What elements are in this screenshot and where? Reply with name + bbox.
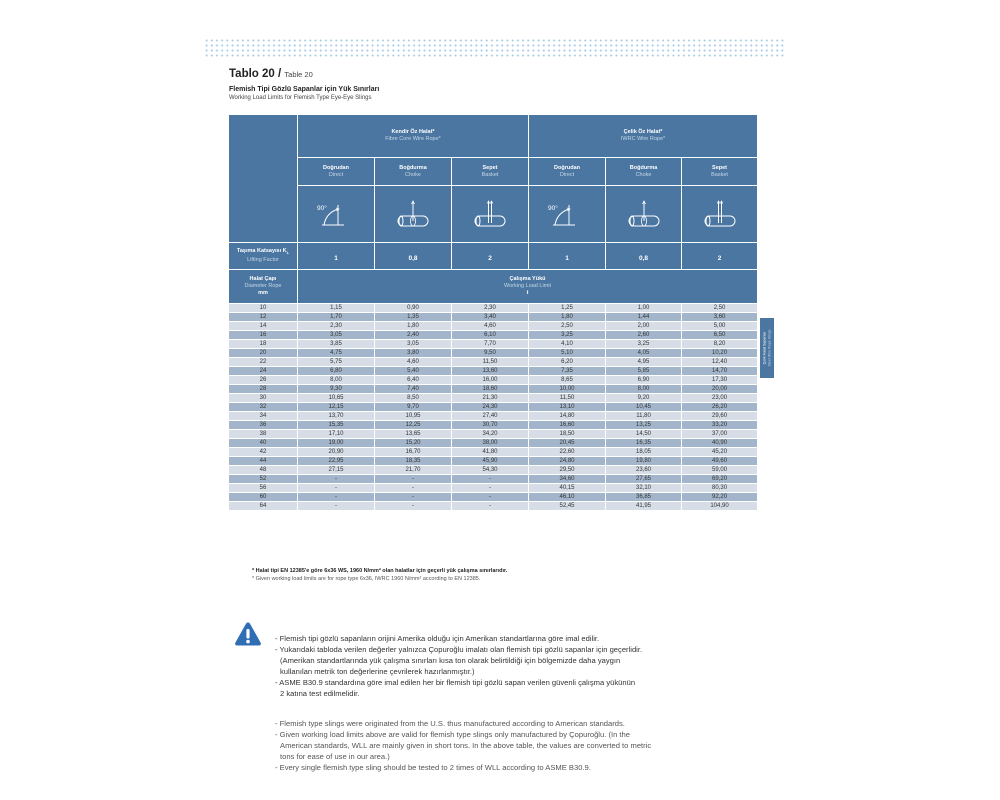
wll-value-cell: 2,50 <box>529 322 606 331</box>
wll-value-cell: 7,70 <box>452 340 529 349</box>
wll-value-cell: 7,40 <box>375 385 452 394</box>
wll-value-cell: 18,05 <box>606 448 682 457</box>
wll-value-cell: - <box>298 493 375 502</box>
lifting-factor-label-cell <box>229 243 298 270</box>
wll-value-cell: 2,50 <box>682 304 758 313</box>
table-row <box>229 313 758 322</box>
table-row <box>229 475 758 484</box>
wll-value-cell: 46,10 <box>529 493 606 502</box>
wll-value-cell: 5,10 <box>529 349 606 358</box>
wll-value-cell: 37,00 <box>682 430 758 439</box>
note-line-en: - Flemish type slings were originated from the U.S. thus manufactured according to American standards. <box>275 719 625 728</box>
wll-value-cell: 8,20 <box>682 340 758 349</box>
wll-value-cell: 4,10 <box>529 340 606 349</box>
wll-value-cell: 33,20 <box>682 421 758 430</box>
method-icon-cell <box>606 186 682 243</box>
method-header-cell <box>298 158 375 186</box>
wll-value-cell: 27,15 <box>298 466 375 475</box>
wll-label-en: Working Load Limit <box>504 283 552 289</box>
wll-value-cell: 2,60 <box>606 331 682 340</box>
wll-value-cell: 6,80 <box>298 367 375 376</box>
wll-value-cell: 69,20 <box>682 475 758 484</box>
diameter-cell: 26 <box>229 376 298 385</box>
table-row <box>229 403 758 412</box>
diameter-header-cell <box>229 270 298 304</box>
wll-value-cell: 34,20 <box>452 430 529 439</box>
method-icon-cell <box>375 186 452 243</box>
wll-value-cell: 9,20 <box>606 394 682 403</box>
wll-value-cell: 41,95 <box>606 502 682 511</box>
diameter-cell: 52 <box>229 475 298 484</box>
diameter-cell: 48 <box>229 466 298 475</box>
wll-value-cell: 14,80 <box>529 412 606 421</box>
group-header-fibre-core <box>298 115 529 158</box>
method-header-cell <box>375 158 452 186</box>
wll-value-cell: 22,60 <box>529 448 606 457</box>
wll-value-cell: 14,50 <box>606 430 682 439</box>
wll-value-cell: 12,40 <box>682 358 758 367</box>
wll-value-cell: 10,65 <box>298 394 375 403</box>
wll-value-cell: 3,85 <box>298 340 375 349</box>
wll-value-cell: 3,05 <box>298 331 375 340</box>
diameter-cell: 28 <box>229 385 298 394</box>
wll-value-cell: 1,35 <box>375 313 452 322</box>
wll-value-cell: 5,40 <box>375 367 452 376</box>
wll-value-cell: 6,50 <box>682 331 758 340</box>
wll-value-cell: - <box>375 502 452 511</box>
note-line-tr: - Yukarıdaki tabloda verilen değerler yalnızca Çopuroğlu imalatı olan flemish tipi gözlü sapanlar için geçerlidir. <box>275 645 643 654</box>
footnotes <box>252 567 507 583</box>
table-row <box>229 430 758 439</box>
wll-value-cell: 10,95 <box>375 412 452 421</box>
wll-value-cell: 17,10 <box>298 430 375 439</box>
section-side-tab[interactable] <box>760 318 774 378</box>
method-label-en: Basket <box>481 171 499 178</box>
svg-text:90°: 90° <box>548 205 558 212</box>
method-icon-cell <box>529 186 606 243</box>
wll-value-cell: 13,70 <box>298 412 375 421</box>
wll-value-cell: 13,65 <box>375 430 452 439</box>
wll-value-cell: 19,00 <box>298 439 375 448</box>
diameter-cell: 44 <box>229 457 298 466</box>
wll-value-cell: 27,40 <box>452 412 529 421</box>
diameter-cell: 34 <box>229 412 298 421</box>
diameter-unit: mm <box>258 290 268 296</box>
method-icon-cell <box>298 186 375 243</box>
wll-value-cell: 20,45 <box>529 439 606 448</box>
wll-value-cell: 92,20 <box>682 493 758 502</box>
wll-value-cell: 0,90 <box>375 304 452 313</box>
wll-unit: t <box>526 290 529 296</box>
warning-icon <box>234 621 262 651</box>
method-label-en: Basket <box>711 171 728 178</box>
wll-value-cell: 10,20 <box>682 349 758 358</box>
table-row <box>229 349 758 358</box>
wll-value-cell: 4,95 <box>606 358 682 367</box>
note-line-tr: - ASME B30.9 standardına göre imal edilen her bir flemish tipi gözlü sapan verilen güvenli çalışma yükünün <box>275 678 636 687</box>
table-row <box>229 484 758 493</box>
wll-value-cell: 2,30 <box>452 304 529 313</box>
subtitle-en: Working Load Limits for Flemish Type Eye-Eye Slings <box>229 95 372 101</box>
footnote-en: * Given working load limits are for rope type 6x36, IWRC 1960 N/mm² according to EN 12385. <box>252 576 481 582</box>
wll-value-cell: 5,85 <box>606 367 682 376</box>
method-label-tr: Doğrudan <box>323 164 349 171</box>
wll-value-cell: - <box>298 484 375 493</box>
svg-text:90°: 90° <box>317 205 327 212</box>
wll-value-cell: 29,60 <box>682 412 758 421</box>
note-line-en: - Given working load limits above are valid for flemish type slings only manufactured by Çopuroğlu. (In the <box>275 730 630 739</box>
wll-value-cell: 12,25 <box>375 421 452 430</box>
lifting-factor-value: 2 <box>452 243 529 270</box>
table-row <box>229 322 758 331</box>
table-row <box>229 340 758 349</box>
wll-value-cell: 7,35 <box>529 367 606 376</box>
wll-value-cell: 104,90 <box>682 502 758 511</box>
wll-value-cell: 1,00 <box>606 304 682 313</box>
wll-value-cell: 9,50 <box>452 349 529 358</box>
lifting-factor-value: 1 <box>298 243 375 270</box>
wll-value-cell: 27,65 <box>606 475 682 484</box>
basket-hitch-icon <box>452 199 528 229</box>
wll-value-cell: 41,80 <box>452 448 529 457</box>
wll-value-cell: 1,70 <box>298 313 375 322</box>
wll-value-cell: 2,30 <box>298 322 375 331</box>
wll-label-tr: Çalışma Yükü <box>509 276 546 282</box>
wll-value-cell: 6,10 <box>452 331 529 340</box>
wll-value-cell: 8,50 <box>375 394 452 403</box>
wll-value-cell: 16,35 <box>606 439 682 448</box>
wll-value-cell: 30,70 <box>452 421 529 430</box>
wll-value-cell: - <box>375 493 452 502</box>
wll-value-cell: 11,50 <box>452 358 529 367</box>
table-row <box>229 493 758 502</box>
dot-pattern-band <box>204 38 784 58</box>
wll-value-cell: 32,10 <box>606 484 682 493</box>
wll-value-cell: 2,00 <box>606 322 682 331</box>
choke-hitch-icon <box>375 199 451 229</box>
wll-value-cell: 26,20 <box>682 403 758 412</box>
wll-value-cell: 6,20 <box>529 358 606 367</box>
notes-english <box>275 718 775 773</box>
wll-value-cell: 1,80 <box>529 313 606 322</box>
wll-header-cell <box>298 270 758 304</box>
diameter-label-tr: Halat Çapı <box>249 276 277 282</box>
method-label-tr: Sepet <box>482 164 498 171</box>
wll-value-cell: 15,35 <box>298 421 375 430</box>
diameter-cell: 22 <box>229 358 298 367</box>
table-row <box>229 421 758 430</box>
method-label-en: Direct <box>328 171 344 178</box>
lifting-factor-value: 0,8 <box>606 243 682 270</box>
table-row <box>229 304 758 313</box>
diameter-cell: 24 <box>229 367 298 376</box>
diameter-cell: 64 <box>229 502 298 511</box>
direct-lift-icon <box>298 199 374 229</box>
wll-value-cell: 5,75 <box>298 358 375 367</box>
diameter-cell: 16 <box>229 331 298 340</box>
wll-value-cell: 9,30 <box>298 385 375 394</box>
wll-value-cell: - <box>298 502 375 511</box>
table-row <box>229 457 758 466</box>
diameter-cell: 38 <box>229 430 298 439</box>
diameter-cell: 14 <box>229 322 298 331</box>
diameter-cell: 56 <box>229 484 298 493</box>
working-load-limit-table <box>228 114 758 511</box>
wll-value-cell: 59,00 <box>682 466 758 475</box>
wll-value-cell: 38,00 <box>452 439 529 448</box>
diameter-cell: 30 <box>229 394 298 403</box>
method-label-tr: Doğrudan <box>554 164 580 171</box>
note-line-tr: (Amerikan standartlarında yük çalışma sınırları kısa ton olarak belirtildiği için bölgemizde daha yaygın <box>280 656 621 665</box>
method-label-en: Choke <box>405 171 421 178</box>
wll-value-cell: 6,40 <box>375 376 452 385</box>
wll-value-cell: 10,45 <box>606 403 682 412</box>
wll-value-cell: 3,80 <box>375 349 452 358</box>
wll-value-cell: 16,60 <box>529 421 606 430</box>
wll-value-cell: 11,80 <box>606 412 682 421</box>
group-label-en: Fibre Core Wire Rope* <box>385 136 441 142</box>
wll-value-cell: 14,70 <box>682 367 758 376</box>
group-header-iwrc <box>529 115 758 158</box>
table-row <box>229 394 758 403</box>
note-line-tr: kullanılan metrik ton değerlerine çevrilerek hazırlanmıştır.) <box>280 667 475 676</box>
table-row <box>229 358 758 367</box>
diameter-cell: 10 <box>229 304 298 313</box>
wll-value-cell: 23,00 <box>682 394 758 403</box>
wll-value-cell: 29,50 <box>529 466 606 475</box>
method-header-cell <box>452 158 529 186</box>
wll-value-cell: 45,90 <box>452 457 529 466</box>
diameter-cell: 32 <box>229 403 298 412</box>
method-icon-cell <box>682 186 758 243</box>
lifting-factor-label-tr: Taşıma Katsayısı $K_L$ <box>236 248 290 256</box>
note-line-en: tons for ease of use in our area.) <box>280 752 390 761</box>
wll-value-cell: 34,60 <box>529 475 606 484</box>
wll-value-cell: 21,70 <box>375 466 452 475</box>
wll-value-cell: 8,65 <box>529 376 606 385</box>
wll-value-cell: 12,15 <box>298 403 375 412</box>
wll-value-cell: 40,90 <box>682 439 758 448</box>
table-title <box>229 68 313 80</box>
wll-value-cell: 4,60 <box>452 322 529 331</box>
wll-value-cell: 24,30 <box>452 403 529 412</box>
side-tab-label-tr: Çelik Halat Sapanlar <box>762 331 767 365</box>
note-line-tr: 2 katına test edilmelidir. <box>280 689 360 698</box>
note-line-en: - Every single flemish type sling should be tested to 2 times of WLL according to ASME B30.9. <box>275 763 591 772</box>
method-label-tr: Boğdurma <box>629 164 658 171</box>
method-label-tr: Sepet <box>712 164 728 171</box>
wll-value-cell: 11,50 <box>529 394 606 403</box>
table-row <box>229 385 758 394</box>
wll-value-cell: 20,90 <box>298 448 375 457</box>
table-row <box>229 367 758 376</box>
table-row <box>229 448 758 457</box>
table-row <box>229 439 758 448</box>
wll-value-cell: 23,60 <box>606 466 682 475</box>
wll-value-cell: - <box>375 475 452 484</box>
wll-value-cell: - <box>452 493 529 502</box>
wll-value-cell: 4,05 <box>606 349 682 358</box>
direct-lift-icon <box>529 199 605 229</box>
wll-value-cell: 15,20 <box>375 439 452 448</box>
title-tr: Tablo 20 / <box>229 68 282 80</box>
wll-value-cell: 9,70 <box>375 403 452 412</box>
method-header-cell <box>606 158 682 186</box>
table-row <box>229 331 758 340</box>
subtitle-tr: Flemish Tipi Gözlü Sapanlar için Yük Sınırları <box>229 86 380 93</box>
choke-hitch-icon <box>606 199 681 229</box>
wll-value-cell: 13,25 <box>606 421 682 430</box>
lifting-factor-label-en: Lifting Factor <box>247 256 279 263</box>
wll-value-cell: 49,60 <box>682 457 758 466</box>
wll-value-cell: 16,70 <box>375 448 452 457</box>
table-row <box>229 412 758 421</box>
diameter-cell: 60 <box>229 493 298 502</box>
side-tab-label-en: Steel Wire Rope Slings <box>767 329 771 367</box>
table-row <box>229 376 758 385</box>
wll-value-cell: 1,80 <box>375 322 452 331</box>
method-header-cell <box>529 158 606 186</box>
wll-value-cell: 3,25 <box>529 331 606 340</box>
wll-value-cell: 3,25 <box>606 340 682 349</box>
lifting-factor-value: 1 <box>529 243 606 270</box>
diameter-cell: 40 <box>229 439 298 448</box>
wll-value-cell: 13,10 <box>529 403 606 412</box>
wll-value-cell: 1,44 <box>606 313 682 322</box>
wll-value-cell: 20,00 <box>682 385 758 394</box>
method-label-en: Direct <box>559 171 575 178</box>
wll-value-cell: 10,00 <box>529 385 606 394</box>
wll-value-cell: 19,80 <box>606 457 682 466</box>
diameter-cell: 20 <box>229 349 298 358</box>
wll-value-cell: 22,95 <box>298 457 375 466</box>
table-row <box>229 466 758 475</box>
wll-value-cell: 8,00 <box>298 376 375 385</box>
group-label-tr: Kendir Öz Halat* <box>391 129 435 135</box>
wll-value-cell: 36,85 <box>606 493 682 502</box>
wll-value-cell: 17,30 <box>682 376 758 385</box>
wll-value-cell: 80,30 <box>682 484 758 493</box>
group-label-tr: Çelik Öz Halat* <box>623 129 663 135</box>
wll-value-cell: - <box>452 502 529 511</box>
lifting-factor-value: 2 <box>682 243 758 270</box>
group-label-en: IWRC Wire Rope* <box>620 136 666 142</box>
diameter-cell: 12 <box>229 313 298 322</box>
wll-value-cell: 3,40 <box>452 313 529 322</box>
wll-value-cell: 4,60 <box>375 358 452 367</box>
header-corner-cell <box>229 115 298 243</box>
note-line-en: American standards, WLL are mainly given in short tons. In the above table, the values are converted to metric <box>280 741 652 750</box>
wll-value-cell: 3,05 <box>375 340 452 349</box>
table-row <box>229 502 758 511</box>
wll-value-cell: 54,30 <box>452 466 529 475</box>
wll-value-cell: - <box>452 475 529 484</box>
wll-value-cell: - <box>375 484 452 493</box>
wll-value-cell: 1,25 <box>529 304 606 313</box>
wll-value-cell: 2,40 <box>375 331 452 340</box>
wll-value-cell: 6,90 <box>606 376 682 385</box>
method-label-tr: Boğdurma <box>399 164 427 171</box>
notes-turkish <box>275 633 775 699</box>
wll-value-cell: - <box>452 484 529 493</box>
wll-value-cell: - <box>298 475 375 484</box>
wll-value-cell: 5,00 <box>682 322 758 331</box>
wll-value-cell: 18,50 <box>529 430 606 439</box>
wll-value-cell: 40,15 <box>529 484 606 493</box>
lifting-factor-value: 0,8 <box>375 243 452 270</box>
wll-value-cell: 3,60 <box>682 313 758 322</box>
wll-value-cell: 21,30 <box>452 394 529 403</box>
wll-value-cell: 1,15 <box>298 304 375 313</box>
title-en: Table 20 <box>284 70 313 79</box>
footnote-tr: * Halat tipi EN 12385'e göre 6x36 WS, 1960 N/mm² olan halatlar için geçerli yük çalışma sınırlarıdır. <box>252 568 508 574</box>
wll-value-cell: 45,20 <box>682 448 758 457</box>
method-header-cell <box>682 158 758 186</box>
wll-value-cell: 52,45 <box>529 502 606 511</box>
diameter-cell: 18 <box>229 340 298 349</box>
wll-value-cell: 18,35 <box>375 457 452 466</box>
diameter-cell: 42 <box>229 448 298 457</box>
wll-value-cell: 24,80 <box>529 457 606 466</box>
diameter-label-en: Diameter Rope <box>244 283 282 289</box>
wll-value-cell: 16,00 <box>452 376 529 385</box>
note-line-tr: - Flemish tipi gözlü sapanların orijini Amerika olduğu için Amerikan standartlarına göre imal edilir. <box>275 634 600 643</box>
diameter-cell: 36 <box>229 421 298 430</box>
wll-value-cell: 8,00 <box>606 385 682 394</box>
method-label-en: Choke <box>635 171 652 178</box>
method-icon-cell <box>452 186 529 243</box>
wll-value-cell: 13,60 <box>452 367 529 376</box>
wll-value-cell: 18,60 <box>452 385 529 394</box>
wll-value-cell: 4,75 <box>298 349 375 358</box>
basket-hitch-icon <box>682 199 757 229</box>
